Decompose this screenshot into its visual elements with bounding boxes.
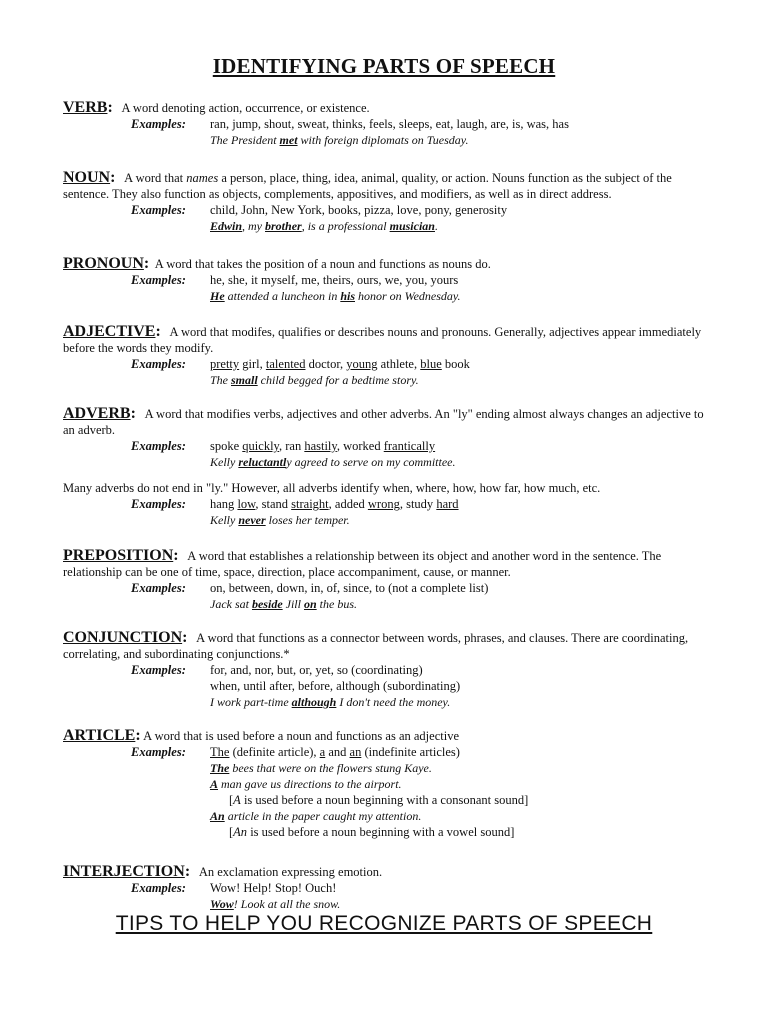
interjection-term: INTERJECTION	[63, 863, 185, 880]
examples-label: Examples:	[131, 273, 186, 287]
interjection-sentence: Wow! Look at all the snow.	[210, 897, 341, 911]
examples-label: Examples:	[131, 581, 186, 595]
article-note-2: [An is used before a noun beginning with a vowel sound]	[229, 825, 515, 839]
interjection-definition: An exclamation expressing emotion.	[198, 865, 383, 879]
article-definition: A word that is used before a noun and functions as an adjective	[143, 729, 459, 743]
adverb-note: Many adverbs do not end in "ly." However, all adverbs identify when, where, how, how far, how much, etc.	[63, 481, 601, 495]
interjection-section: INTERJECTION: An exclamation expressing emotion. Examples: Wow! Help! Stop! Ouch! Wow! Look at all the snow.	[63, 863, 383, 911]
article-sentence-1: The bees that were on the flowers stung Kaye.	[210, 761, 432, 775]
page-title: IDENTIFYING PARTS OF SPEECH	[212, 54, 556, 78]
preposition-sentence: Jack sat beside Jill on the bus.	[210, 597, 357, 611]
adverb-examples: spoke quickly, ran hastily, worked frantically	[210, 439, 436, 453]
adverb-sentence-2: Kelly never loses her temper.	[210, 513, 350, 527]
noun-examples: child, John, New York, books, pizza, love, pony, generosity	[210, 203, 508, 217]
examples-label: Examples:	[131, 881, 186, 895]
article-section: ARTICLE: A word that is used before a noun and functions as an adjective Examples: The (definite article), a and an (indefinite articles) The bees that were on the flowers stung Kaye. A man gave us directions to the airport. [A is used before a noun beginning with a consonant sound] An article in the paper caught my attention. [An is used before a noun beginning with a vowel sound]	[63, 727, 529, 839]
preposition-section: PREPOSITION: A word that establishes a relationship between its object and another word in the sentence. The relationship can be one of time, space, direction, place accompaniment, cause, or manner. Examples: on, between, down, in, of, since, to (not a complete list) Jack sat beside Jill on the bus.	[63, 547, 662, 611]
adjective-sentence: The small child begged for a bedtime story.	[210, 373, 419, 387]
noun-definition: A word that names a person, place, thing, idea, animal, quality, or action. Nouns function as the subject of the sentence. They also function as objects, complements, appositives, and modifiers, as well as in direct address.	[63, 171, 672, 201]
examples-label: Examples:	[131, 497, 186, 511]
adverb-section: ADVERB: A word that modifies verbs, adjectives and other adverbs. An "ly" ending almost always changes an adjective to an adverb. Examples: spoke quickly, ran hastily, worked frantically Kelly reluctantly agreed to serve on my committee. Many adverbs do not end in "ly." However, all adverbs identify when, where, how, how far, how much, etc. Examples: hang low, stand straight, added wrong, study hard Kelly never loses her temper.	[63, 405, 704, 527]
article-sentence-3: An article in the paper caught my attention.	[210, 809, 422, 823]
examples-label: Examples:	[131, 663, 186, 677]
pronoun-term: PRONOUN	[63, 255, 144, 272]
verb-sentence: The President met with foreign diplomats on Tuesday.	[210, 133, 469, 147]
preposition-definition: A word that establishes a relationship between its object and another word in the sentence. The relationship can be one of time, space, direction, place accompaniment, cause, or manner.	[63, 549, 662, 579]
examples-label: Examples:	[131, 745, 186, 759]
conjunction-section: CONJUNCTION: A word that functions as a connector between words, phrases, and clauses. There are coordinating, correlating, and subordinating conjunctions.* Examples: for, and, nor, but, or, yet, so (coordinating) when, until after, before, although (subordinating) I work part-time although I don't need the money.	[63, 629, 689, 709]
pronoun-section: PRONOUN: A word that takes the position of a noun and functions as nouns do. Examples: he, she, it myself, me, theirs, ours, we, you, yours He attended a luncheon in his honor on Wednesday.	[63, 255, 491, 303]
conjunction-sentence: I work part-time although I don't need the money.	[210, 695, 451, 709]
adverb-term: ADVERB	[63, 405, 131, 422]
pronoun-definition: A word that takes the position of a noun and functions as nouns do.	[154, 257, 491, 271]
examples-label: Examples:	[131, 203, 186, 217]
noun-section: NOUN: A word that names a person, place, thing, idea, animal, quality, or action. Nouns function as the subject of the sentence. They also function as objects, complements, appositives, and modifiers, as well as in direct address. Examples: child, John, New York, books, pizza, love, pony, generosity Edwin, my brother, is a professional musician.	[63, 169, 672, 233]
article-examples: The (definite article), a and an (indefinite articles)	[210, 745, 460, 759]
conjunction-definition: A word that functions as a connector between words, phrases, and clauses. There are coordinating, correlating, and subordinating conjunctions.*	[63, 631, 689, 661]
verb-section: VERB: A word denoting action, occurrence, or existence. Examples: ran, jump, shout, sweat, thinks, feels, sleeps, eat, laugh, are, is, was, has The President met with foreign diplomats on Tuesday.	[63, 99, 569, 147]
examples-label: Examples:	[131, 439, 186, 453]
pronoun-sentence: He attended a luncheon in his honor on Wednesday.	[210, 289, 461, 303]
examples-label: Examples:	[131, 357, 186, 371]
preposition-term: PREPOSITION	[63, 547, 174, 564]
adjective-definition: A word that modifes, qualifies or describes nouns and pronouns. Generally, adjectives appear immediately before the words they modify.	[63, 325, 702, 355]
adjective-term: ADJECTIVE	[63, 323, 156, 340]
noun-sentence: Edwin, my brother, is a professional musician.	[210, 219, 438, 233]
noun-term: NOUN	[63, 169, 111, 186]
adjective-section: ADJECTIVE: A word that modifes, qualifies or describes nouns and pronouns. Generally, adjectives appear immediately before the words they modify. Examples: pretty girl, talented doctor, young athlete, blue book The small child begged for a bedtime story.	[63, 323, 702, 387]
conjunction-term: CONJUNCTION	[63, 629, 183, 646]
adverb-sentence: Kelly reluctantly agreed to serve on my committee.	[210, 455, 456, 469]
conjunction-examples: for, and, nor, but, or, yet, so (coordinating)	[210, 663, 423, 677]
conjunction-examples-2: when, until after, before, although (subordinating)	[210, 679, 461, 693]
article-sentence-2: A man gave us directions to the airport.	[210, 777, 402, 791]
adverb-examples-2: hang low, stand straight, added wrong, study hard	[210, 497, 459, 511]
article-term: ARTICLE	[63, 727, 136, 744]
preposition-examples: on, between, down, in, of, since, to (not a complete list)	[210, 581, 489, 595]
adverb-definition: A word that modifies verbs, adjectives and other adverbs. An "ly" ending almost always changes an adjective to an adverb.	[63, 407, 704, 437]
article-note-1: [A is used before a noun beginning with a consonant sound]	[229, 793, 529, 807]
pronoun-examples: he, she, it myself, me, theirs, ours, we, you, yours	[210, 273, 459, 287]
adjective-examples: pretty girl, talented doctor, young athlete, blue book	[210, 357, 470, 371]
examples-label: Examples:	[131, 117, 186, 131]
verb-term: VERB	[63, 99, 108, 116]
interjection-examples: Wow! Help! Stop! Ouch!	[210, 881, 337, 895]
verb-definition: A word denoting action, occurrence, or existence.	[121, 101, 370, 115]
tips-heading: TIPS TO HELP YOU RECOGNIZE PARTS OF SPEECH	[115, 912, 653, 935]
verb-examples: ran, jump, shout, sweat, thinks, feels, sleeps, eat, laugh, are, is, was, has	[210, 117, 569, 131]
